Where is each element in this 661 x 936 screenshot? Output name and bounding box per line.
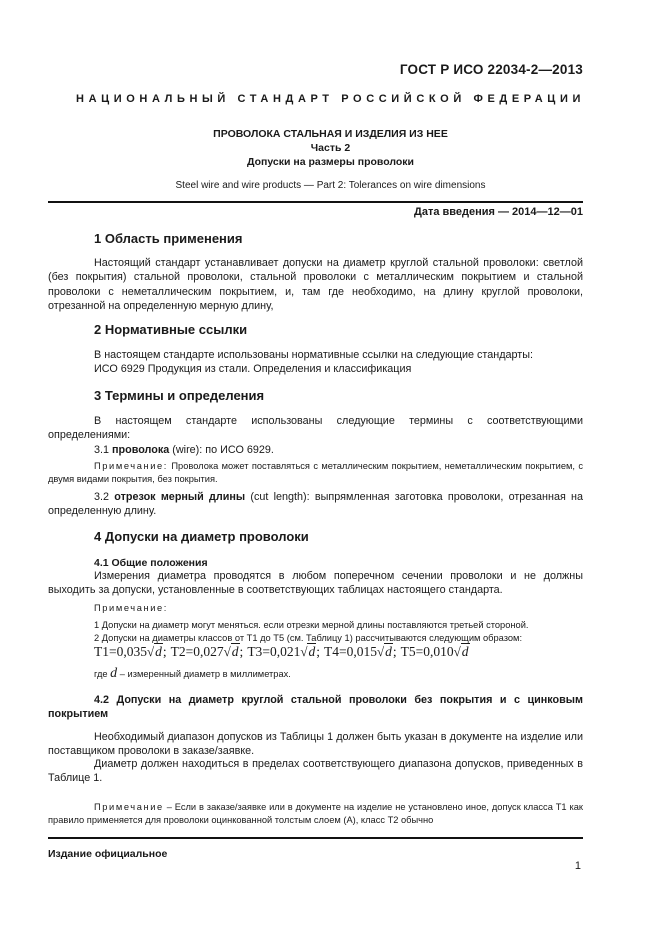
formula-class: T4 — [323, 644, 339, 659]
formula-coefficient: 0,010 — [423, 644, 454, 659]
note-4-1-2: 2 Допуски на диаметры классов от Т1 до Т5 (см. Таблицу 1) рассчитываются следующим образом: — [94, 633, 523, 643]
subsection-4-2-heading: 4.2 Допуски на диаметр круглой стальной проволоки без покрытия и с цинковым покрытием — [48, 694, 583, 721]
formula-equals: = — [185, 644, 194, 659]
section-2-line1: В настоящем стандарте использованы нормативные ссылки на следующие стандарты: — [94, 349, 533, 361]
term-3-2-term: отрезок мерный длины — [114, 491, 246, 503]
sqrt-symbol: √d — [376, 644, 392, 659]
subsection-4-2-text-b: Диаметр должен находиться в пределах соответствующего диапазона допусков, приведенных в Таблице 1. — [48, 758, 583, 785]
formula-term — [94, 644, 167, 659]
top-divider — [48, 201, 583, 203]
formula-term — [401, 644, 470, 659]
formula-class: T2 — [170, 644, 186, 659]
formula-coefficient: 0,021 — [269, 644, 301, 659]
notes-label: Примечание: — [94, 603, 168, 613]
section-1-text: Настоящий стандарт устанавливает допуски на диаметр круглой стальной проволоки: светлой (без покрытия) стальной проволоки, стальной проволоки с металлическим покрытием и стальной проволоки с неметаллическим покрытием, и, там где необходимо, на длину круглой проволоки, отрезанной на определенную мерную длину, — [48, 257, 583, 313]
introduction-date: Дата введения — 2014—12—01 — [414, 206, 583, 218]
page-number: 1 — [574, 860, 581, 872]
where-variable: d — [110, 666, 118, 681]
formula-coefficient: 0,027 — [193, 644, 224, 659]
term-3-2-number: 3.2 — [94, 491, 110, 503]
formula-separator: ; — [239, 644, 244, 659]
title-en: Steel wire and wire products — Part 2: Tolerances on wire dimensions — [175, 180, 486, 191]
section-4-heading: 4 Допуски на диаметр проволоки — [94, 529, 309, 544]
section-2-heading: 2 Нормативные ссылки — [94, 322, 248, 337]
subsection-4-2-text-a: Необходимый диапазон допусков из Таблицы 1 должен быть указан в документе на изделие или поставщиком проволоки в заказе/заявке. — [48, 731, 583, 758]
formula-equals: = — [109, 644, 117, 659]
term-3-1 — [94, 443, 274, 457]
formula-variable: d — [385, 644, 392, 659]
formula-class: T3 — [247, 644, 263, 659]
formula-equals: = — [338, 644, 347, 659]
section-1-heading: 1 Область применения — [94, 231, 243, 246]
national-standard-banner: НАЦИОНАЛЬНЫЙ СТАНДАРТ РОССИЙСКОЙ ФЕДЕРАЦИИ — [76, 93, 585, 105]
note-4-1-1: 1 Допуски на диаметр могут меняться. если отрезки мерной длины поставляются третьей стороной. — [94, 620, 529, 630]
sqrt-symbol: √d — [147, 644, 162, 659]
title-subtitle: Допуски на размеры проволоки — [246, 156, 415, 168]
official-edition-label: Издание официальное — [48, 848, 168, 860]
formula-coefficient: 0,015 — [346, 644, 377, 659]
term-3-1-number: 3.1 — [94, 444, 110, 456]
where-clause — [94, 668, 291, 680]
section-3-intro: В настоящем стандарте использованы следующие термины с соответствующими определениями: — [48, 415, 583, 442]
title-part: Часть 2 — [310, 142, 351, 154]
note-3-1 — [48, 460, 583, 485]
formula-equals: = — [415, 644, 424, 659]
formula-separator: ; — [162, 644, 167, 659]
note-3-1-text: Проволока может поставляться с металлическим покрытием, неметаллическим покрытием, с двумя видами покрытия, без покрытия. — [48, 461, 583, 484]
section-3-heading: 3 Термины и определения — [94, 388, 265, 403]
section-2-line2: ИСО 6929 Продукция из стали. Определения и классификация — [94, 363, 412, 375]
sqrt-symbol: √d — [453, 644, 469, 659]
bottom-divider — [48, 837, 583, 839]
term-3-2-rest: (cut length): выпрямленная заготовка проволоки, отрезанная на определенную длину. — [48, 491, 584, 518]
formula-term — [324, 644, 397, 659]
formula-variable: d — [231, 644, 239, 659]
subsection-4-1-text: Измерения диаметра проводятся в любом поперечном сечении проволоки и не должны выходить за допуски, установленные в соответствующих таблицах настоящего стандарта. — [48, 570, 583, 597]
note-4-2-label: Примечание — [94, 802, 164, 812]
tolerance-formula — [94, 644, 474, 660]
note-4-2-text: – Если в заказе/заявке или в документе на изделие не установлено иное, допуск класса Т1 как правило применяется для проволоки оцинкованной толстым слоем (А), класс Т2 обычно — [48, 802, 583, 825]
formula-class: T1 — [94, 644, 109, 659]
subsection-4-1-heading: 4.1 Общие положения — [94, 557, 208, 569]
where-word: где — [94, 669, 108, 679]
standard-code: ГОСТ Р ИСО 22034-2—2013 — [399, 62, 583, 77]
formula-term — [247, 644, 320, 659]
formula-separator: ; — [392, 644, 397, 659]
formula-equals: = — [262, 644, 270, 659]
sqrt-symbol: √d — [223, 644, 239, 659]
formula-class: T5 — [400, 644, 416, 659]
formula-coefficient: 0,035 — [116, 644, 147, 659]
formula-variable: d — [155, 644, 162, 659]
title-ru: ПРОВОЛОКА СТАЛЬНАЯ И ИЗДЕЛИЯ ИЗ НЕЕ — [213, 128, 448, 140]
formula-term — [171, 644, 244, 659]
term-3-1-term: проволока — [112, 444, 170, 456]
formula-separator: ; — [316, 644, 320, 659]
formula-variable: d — [308, 644, 316, 659]
term-3-2 — [48, 490, 583, 519]
note-3-1-label: Примечание: — [94, 461, 168, 471]
formula-variable: d — [461, 644, 469, 659]
term-3-1-rest: (wire): по ИСО 6929. — [169, 444, 274, 456]
where-text: – измеренный диаметр в миллиметрах. — [117, 669, 291, 679]
note-4-2 — [48, 801, 583, 826]
sqrt-symbol: √d — [300, 644, 316, 659]
